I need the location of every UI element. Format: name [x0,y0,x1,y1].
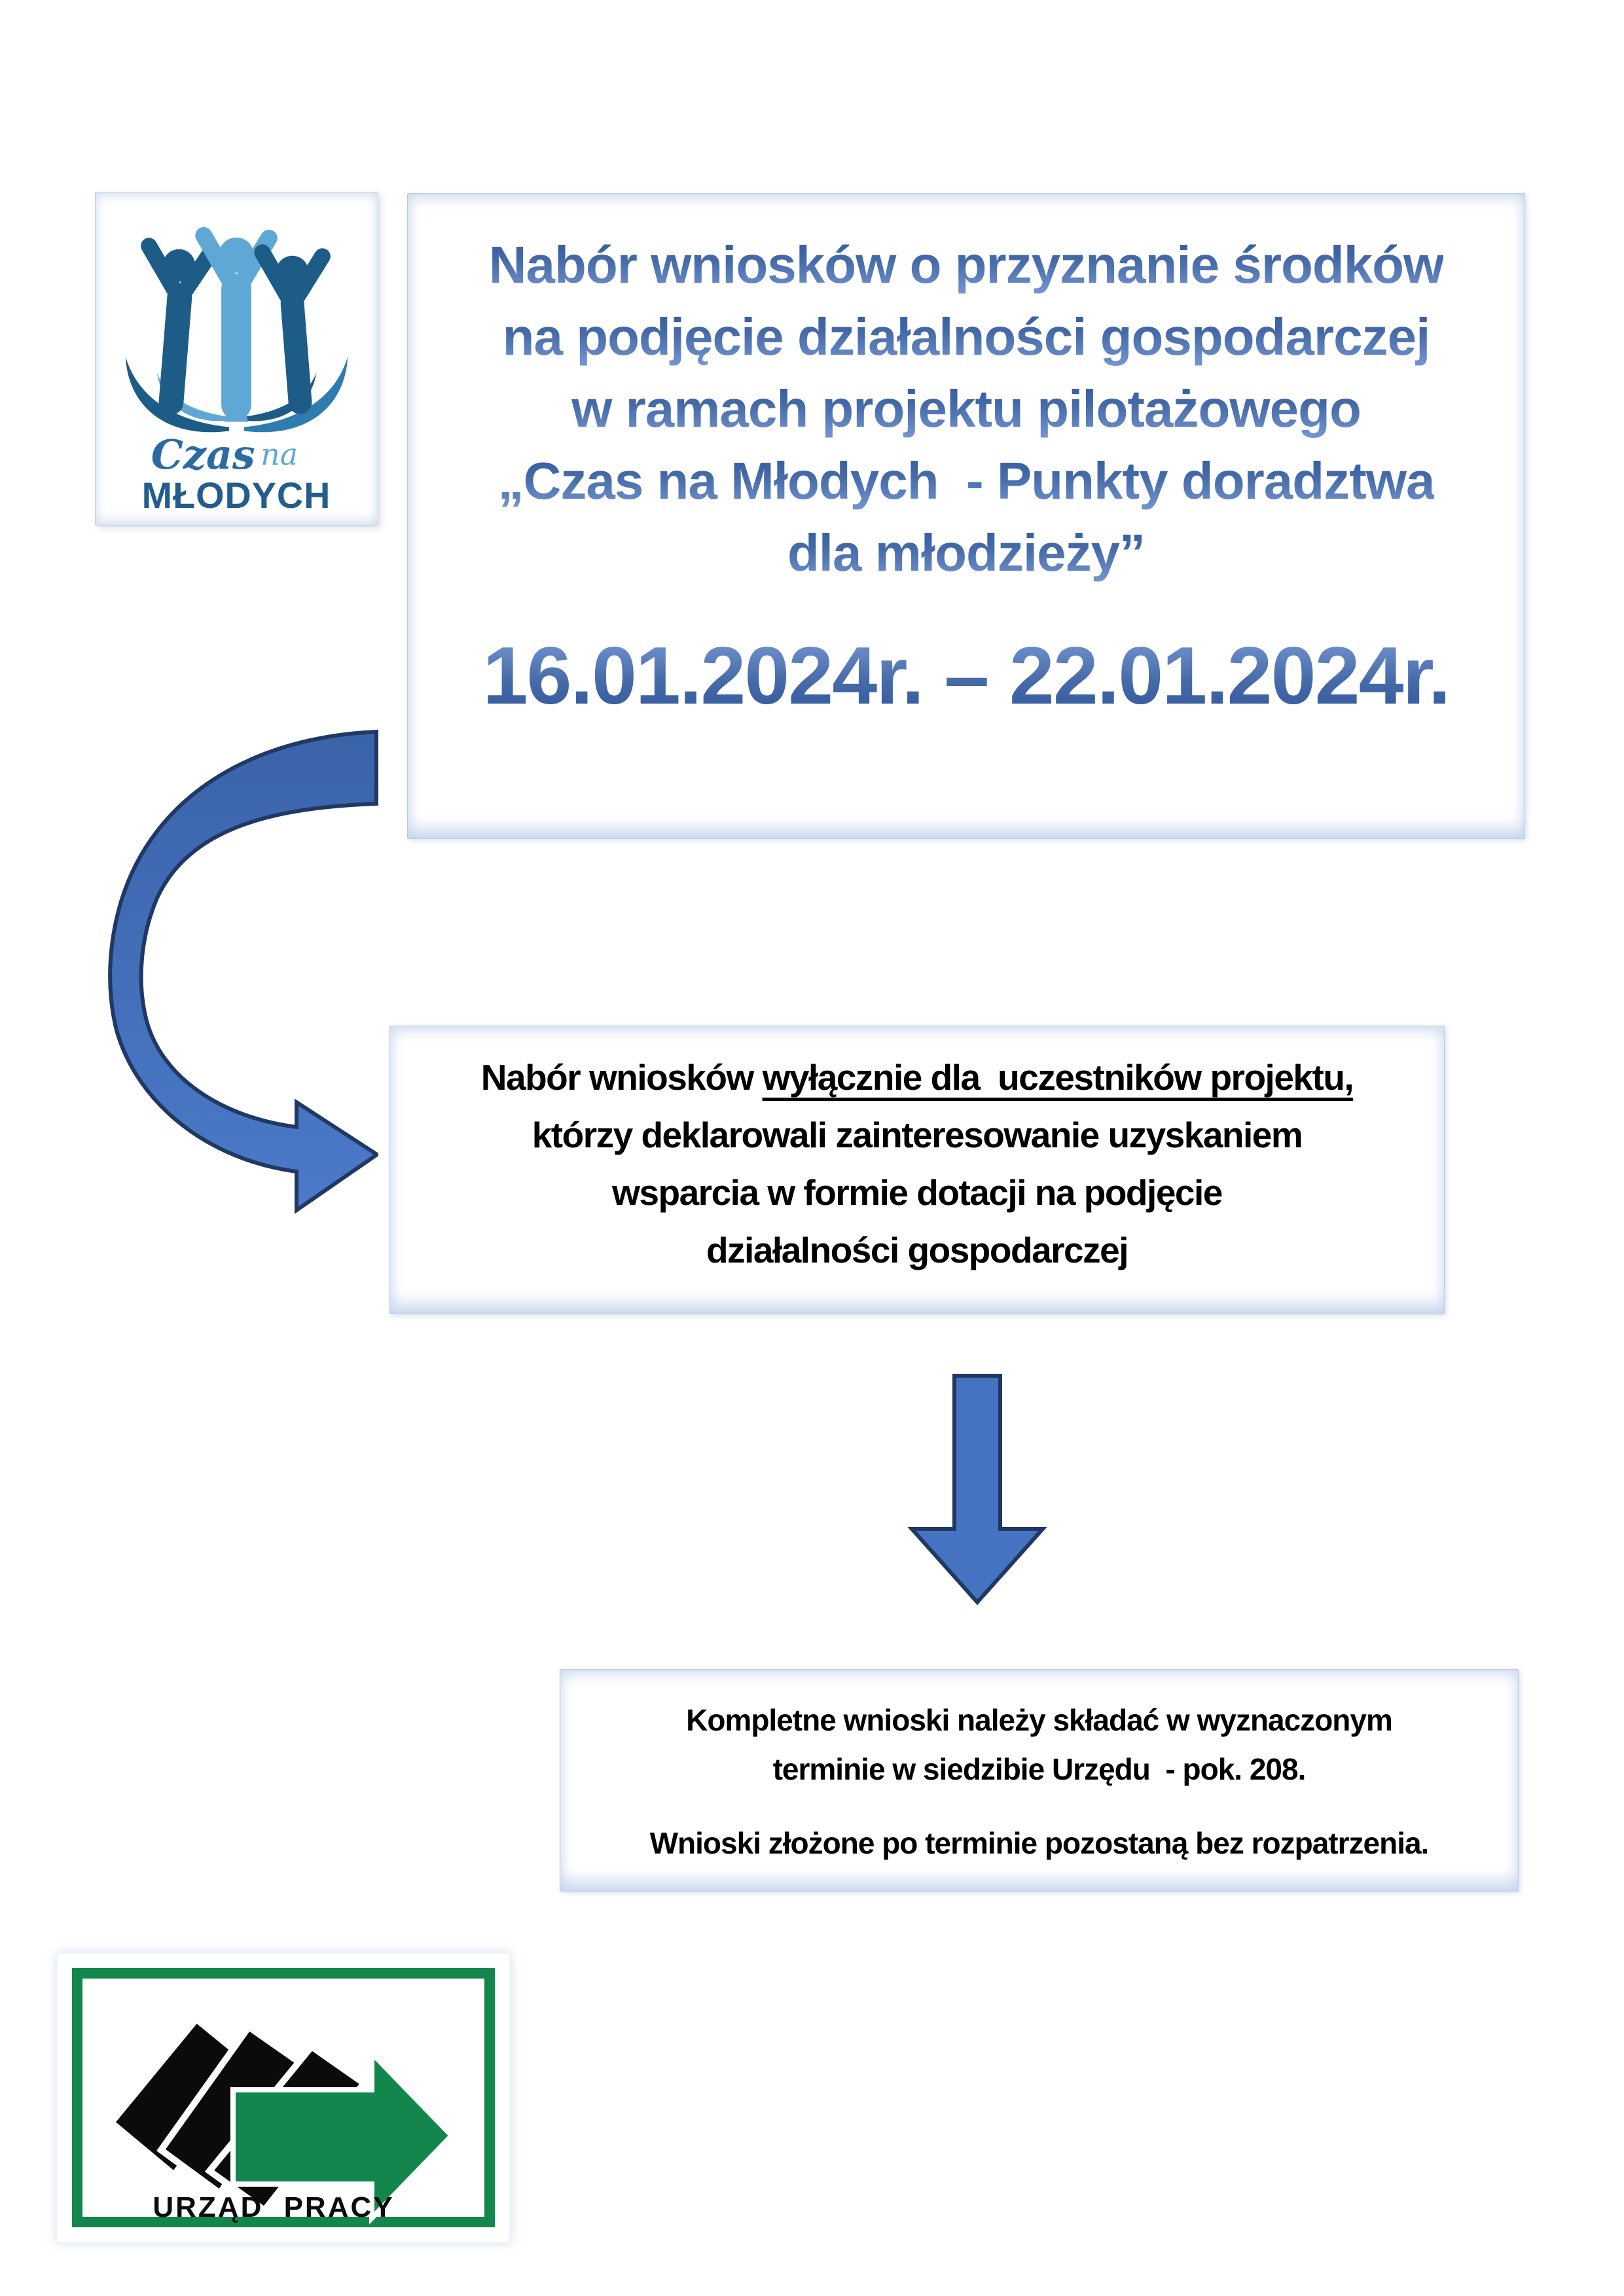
header-line [408,445,1525,517]
eligibility-line1-prefix: Nabór wniosków [480,1057,763,1098]
eligibility-box [389,1026,1445,1314]
header-line [408,373,1525,445]
figure-right-body [293,303,300,402]
down-arrow-icon [899,1373,1056,1605]
date-range [408,627,1525,725]
eligibility-line-4: działalności gospodarczej [706,1230,1128,1270]
header-line [408,517,1525,589]
eligibility-line-3: wsparcia w formie dotacji na podjęcie [612,1172,1222,1213]
urzad-pracy-logo-graphic [58,1954,509,2242]
header-line-4-text: „Czas na Młodych - Punkty doradztwa [498,445,1435,517]
urzad-pracy-logo [58,1954,509,2242]
announcement-header-box [407,193,1525,839]
curved-arrow-shape [110,732,377,1210]
logo-script-word1: Czas [151,431,255,479]
submission-para1-line2: terminie w siedzibie Urzędu - pok. 208. [772,1752,1306,1786]
eligibility-line-1 [390,1049,1444,1106]
down-arrow-shape [912,1376,1043,1602]
header-line-3-text: w ramach projektu pilotażowego [571,373,1361,445]
logo-script-word2: na [261,437,298,473]
submission-para1-line1: Kompletne wnioski należy składać w wyznaczonym [686,1703,1392,1737]
three-people-figures-icon [149,236,323,405]
czas-na-mlodych-logo [95,192,378,526]
eligibility-underlined-text: wyłącznie dla uczestników projektu, [762,1057,1354,1098]
urzad-pracy-label: URZĄD PRACY [153,2191,395,2223]
header-line-5-text: dla młodzieży” [787,517,1145,589]
figure-left-body [171,296,179,402]
header-line-1-text: Nabór wniosków o przyznanie środków [489,229,1444,301]
submission-box [560,1669,1519,1892]
submission-para2: Wnioski złożone po terminie pozostaną bez rozpatrzenia. [649,1826,1429,1860]
header-line [408,301,1525,373]
czas-na-mlodych-logo-graphic [96,192,378,525]
header-line [408,229,1525,301]
header-line-2-text: na podjęcie działalności gospodarczej [503,301,1430,373]
logo-block-text: MŁODYCH [141,475,331,516]
curved-arrow-icon [90,728,378,1215]
date-range-text: 16.01.2024r. – 22.01.2024r. [483,627,1450,725]
eligibility-line-2: którzy deklarowali zainteresowanie uzyskaniem [532,1115,1303,1155]
